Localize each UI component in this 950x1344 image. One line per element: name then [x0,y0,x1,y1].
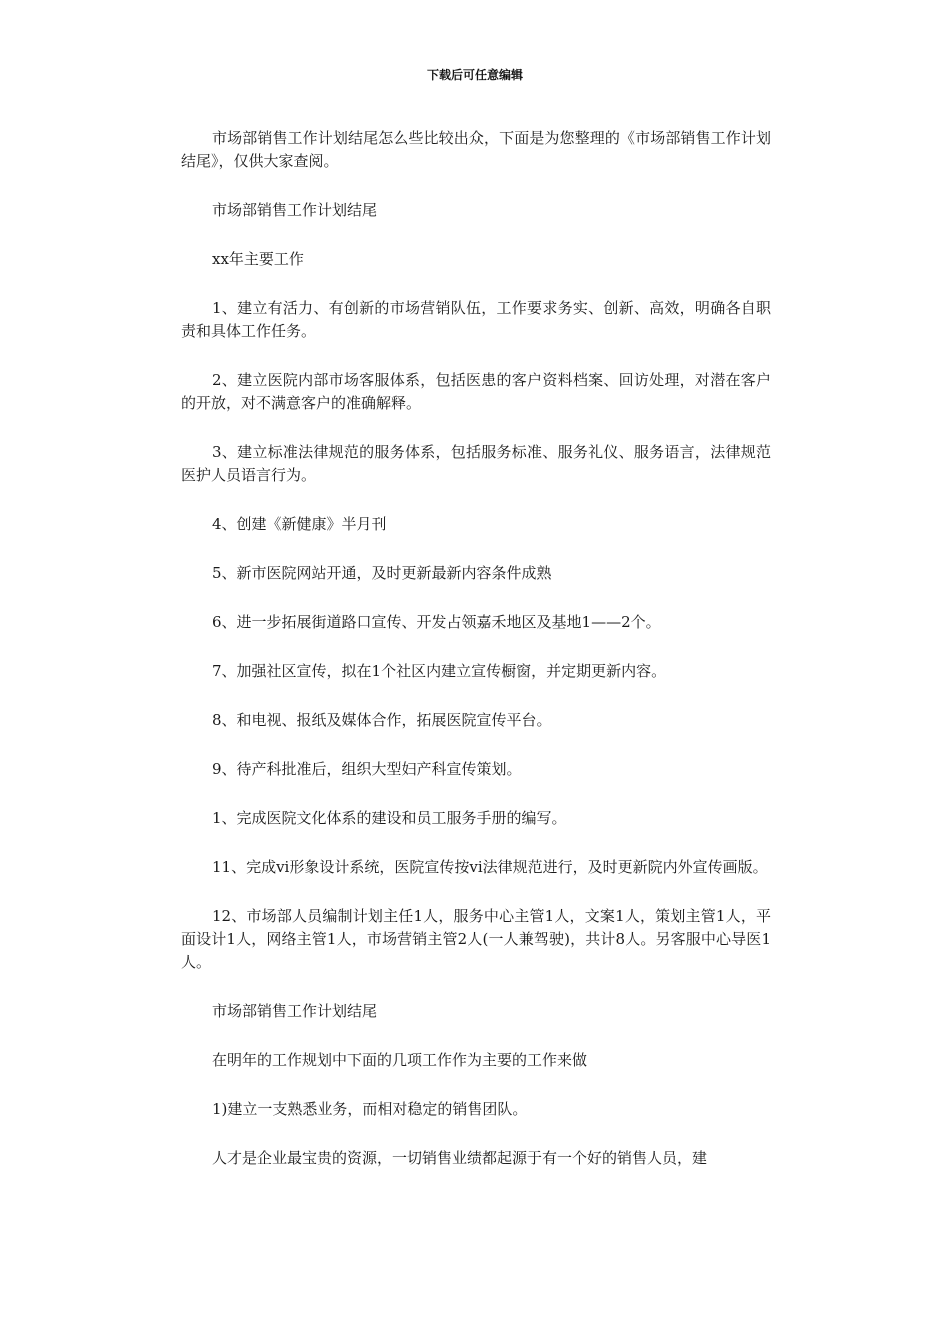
list-item: 2、建立医院内部市场客服体系，包括医患的客户资料档案、回访处理，对潜在客户的开放，对不满意客户的准确解释。 [181,371,771,412]
list-item: 8、和电视、报纸及媒体合作，拓展医院宣传平台。 [212,711,552,729]
list-item: 7、加强社区宣传，拟在1个社区内建立宣传橱窗，并定期更新内容。 [212,662,667,680]
list-item: 5、新市医院网站开通，及时更新最新内容条件成熟 [212,564,552,582]
page-header: 下载后可任意编辑 [426,68,523,82]
section-title: 市场部销售工作计划结尾 [212,201,378,219]
body-paragraph: 在明年的工作规划中下面的几项工作作为主要的工作来做 [212,1051,588,1069]
list-item: 1、建立有活力、有创新的市场营销队伍，工作要求务实、创新、高效，明确各自职责和具体工作任务。 [181,299,771,340]
list-item: 11、完成vi形象设计系统，医院宣传按vi法律规范进行，及时更新院内外宣传画版。 [212,858,768,876]
list-item: 12、市场部人员编制计划主任1人，服务中心主管1人，文案1人，策划主管1人，平面设计1人，网络主管1人，市场营销主管2人(一人兼驾驶)，共计8人。另客服中心导医1人。 [181,907,771,971]
list-item: 4、创建《新健康》半月刊 [212,515,387,533]
list-item: 9、待产科批准后，组织大型妇产科宣传策划。 [212,760,522,778]
section-title: 市场部销售工作计划结尾 [212,1002,378,1020]
body-paragraph: 人才是企业最宝贵的资源，一切销售业绩都起源于有一个好的销售人员，建 [212,1149,708,1167]
document-body [181,127,771,1196]
list-item: 1、完成医院文化体系的建设和员工服务手册的编写。 [212,809,567,827]
list-item: 3、建立标准法律规范的服务体系，包括服务标准、服务礼仪、服务语言，法律规范医护人员语言行为。 [181,443,771,484]
subsection-title: xx年主要工作 [212,250,304,268]
list-item: 1)建立一支熟悉业务，而相对稳定的销售团队。 [212,1100,528,1118]
list-item: 6、进一步拓展街道路口宣传、开发占领嘉禾地区及基地1——2个。 [212,613,661,631]
intro-paragraph: 市场部销售工作计划结尾怎么些比较出众，下面是为您整理的《市场部销售工作计划结尾》，仅供大家查阅。 [181,129,771,170]
